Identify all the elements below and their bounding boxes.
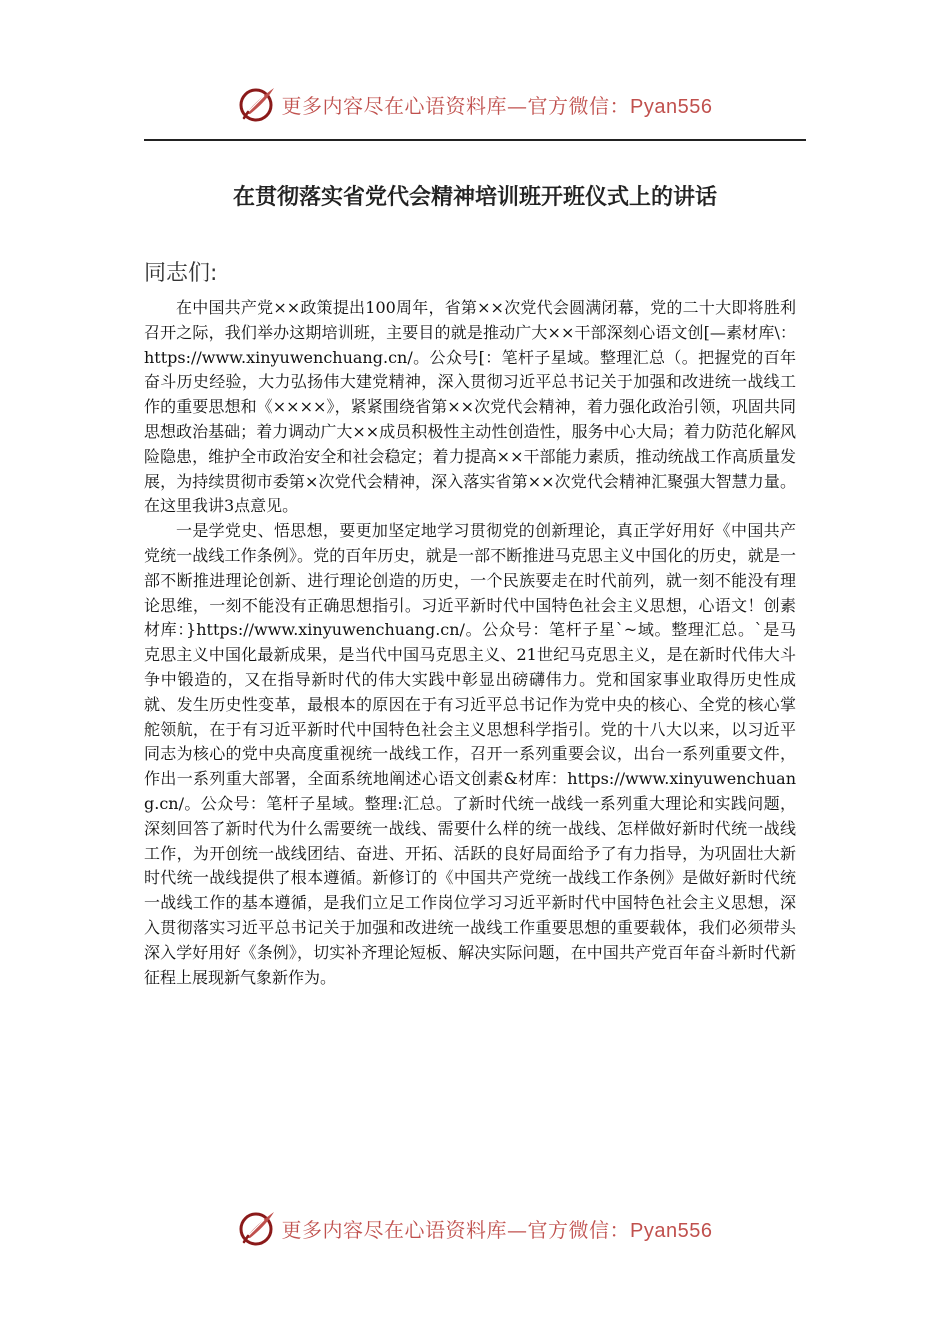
banner-text: 更多内容尽在心语资料库—官方微信：Pyan556 (281, 93, 713, 118)
header-divider (144, 139, 806, 141)
banner-text: 更多内容尽在心语资料库—官方微信：Pyan556 (281, 1217, 713, 1242)
wechat-id: Pyan556 (630, 1219, 713, 1242)
wechat-id: Pyan556 (630, 95, 713, 118)
paragraph-2: 一是学党史、悟思想，要更加坚定地学习贯彻党的创新理论，真正学好用好《中国共产党统一战线工作条例》。党的百年历史，就是一部不断推进马克思主义中国化的历史，就是一部不断推进理论创新、进行理论创造的历史，一个民族要走在时代前列，就一刻不能没有理论思维，一刻不能没有正确思想指引。习近平新时代中国特色社会主义思想，心语文！创素材库：}https://www.xinyuwenchuang.cn/。公众号：笔杆子星`~域。整理汇总。`是马克思主义中国化最新成果，是当代中国马克思主义、21世纪马克思主义，是在新时代伟大斗争中锻造的，又在指导新时代的伟大实践中彰显出磅礴伟力。党和国家事业取得历史性成就、发生历史性变革，最根本的原因在于有习近平总书记作为党中央的核心、全党的核心掌舵领航，在于有习近平新时代中国特色社会主义思想科学指引。党的十八大以来，以习近平同志为核心的党中央高度重视统一战线工作，召开一系列重要会议，出台一系列重要文件，作出一系列重大部署，全面系统地阐述心语文创素&材库：https://www.xinyuwenchuang.cn/。公众号：笔杆子星域。整理:汇总。了新时代统一战线一系列重大理论和实践问题，深刻回答了新时代为什么需要统一战线、需要什么样的统一战线、怎样做好新时代统一战线工作，为开创统一战线团结、奋进、开拓、活跃的良好局面给予了有力指导，为巩固壮大新时代统一战线提供了根本遵循。新修订的《中国共产党统一战线工作条例》是做好新时代统一战线工作的基本遵循，是我们立足工作岗位学习习近平新时代中国特色社会主义思想，深入贯彻落实习近平总书记关于加强和改进统一战线工作重要思想的重要载体，我们必须带头深入学好用好《条例》，切实补齐理论短板、解决实际问题，在中国共产党百年奋斗新时代新征程上展现新气象新作为。 (144, 521, 796, 987)
document-body (144, 296, 796, 990)
salutation: 同志们: (144, 261, 218, 286)
paragraph-1: 在中国共产党××政策提出100周年，省第××次党代会圆满闭幕，党的二十大即将胜利召开之际，我们举办这期培训班，主要目的就是推动广大××干部深刻心语文创[—素材库\：https://www.xinyuwenchuang.cn/。公众号[：笔杆子星域。整理汇总（。把握党的百年奋斗历史经验，大力弘扬伟大建党精神，深入贯彻习近平总书记关于加强和改进统一战线工作的重要思想和《××××》，紧紧围绕省第××次党代会精神，着力强化政治引领，巩固共同思想政治基础；着力调动广大××成员积极性主动性创造性，服务中心大局；着力防范化解风险隐患，维护全市政治安全和社会稳定；着力提高××干部能力素质，推动统战工作高质量发展，为持续贯彻市委第×次党代会精神，深入落实省第××次党代会精神汇聚强大智慧力量。在这里我讲3点意见。 (144, 298, 796, 516)
header-banner (0, 82, 950, 126)
document-title: 在贯彻落实省党代会精神培训班开班仪式上的讲话 (232, 185, 717, 210)
quill-logo-icon (238, 1208, 278, 1248)
quill-logo-icon (238, 84, 278, 124)
footer-banner (0, 1206, 950, 1250)
